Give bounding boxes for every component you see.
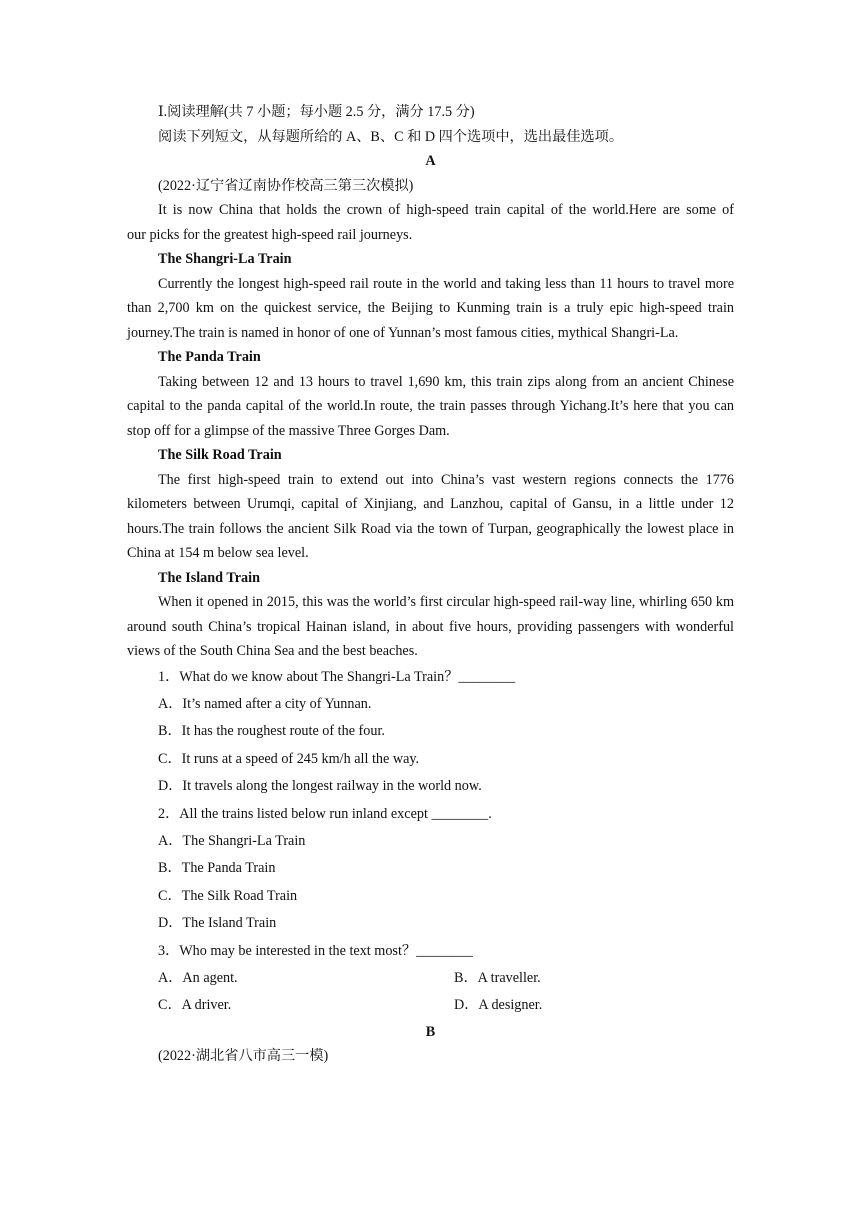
option-d: D．It travels along the longest railway in the world now. — [158, 778, 482, 795]
section-title-island: The Island Train — [158, 569, 260, 586]
option-d: D．A designer. — [454, 997, 543, 1014]
passage-a-intro-line1: It is now China that holds the crown of high-speed train capital of the world.Here are some of — [158, 202, 734, 218]
question-3 — [127, 938, 734, 1020]
option-c: C．A driver. — [158, 997, 232, 1014]
passage-a-source: (2022·辽宁省辽南协作校高三第三次模拟) — [158, 177, 414, 194]
passage-a-label: A — [425, 153, 436, 169]
question-2 — [127, 801, 734, 938]
section-title-silk-road: The Silk Road Train — [158, 447, 282, 463]
option-a: A．The Shangri-La Train — [158, 832, 306, 849]
section-header: Ⅰ.阅读理解(共 7 小题；每小题 2.5 分，满分 17.5 分) — [158, 104, 475, 120]
option-c: C．It runs at a speed of 245 km/h all the way. — [158, 750, 420, 767]
section-text-silk-road: The first high-speed train to extend out into China’s vast western regions connects the 1776 kilometers between Urumqi, capital of Xinjiang, and Lanzhou, capital of Gansu, in a little under 12 hours.The train follows the ancient Silk Road via the town of Turpan, geographically the lowest place in China at 154 m below sea level. — [127, 471, 734, 561]
question-1 — [127, 664, 734, 801]
option-b: B．It has the roughest route of the four. — [158, 723, 385, 740]
option-a: A．It’s named after a city of Yunnan. — [158, 695, 372, 712]
exam-page — [127, 100, 734, 1069]
section-text-island: When it opened in 2015, this was the world’s first circular high-speed rail-way line, whirling 650 km around south China’s tropical Hainan island, in about five hours, providing passengers with wonderful views of the South China Sea and the best beaches. — [127, 594, 734, 659]
options-row — [127, 965, 734, 992]
question-stem: 3．Who may be interested in the text most？________ — [158, 942, 473, 959]
section-title-panda: The Panda Train — [158, 349, 261, 365]
option-a: A．An agent. — [158, 969, 238, 986]
instructions: 阅读下列短文，从每题所给的 A、B、C 和 D 四个选项中，选出最佳选项。 — [158, 128, 624, 145]
passage-b-source: (2022·湖北省八市高三一模) — [158, 1048, 329, 1065]
question-stem: 2．All the trains listed below run inland except ________. — [158, 805, 492, 822]
passage-a-intro-line2: our picks for the greatest high-speed rail journeys. — [127, 226, 413, 243]
option-c: C．The Silk Road Train — [158, 887, 298, 904]
option-b: B．The Panda Train — [158, 860, 276, 877]
section-text-panda: Taking between 12 and 13 hours to travel 1,690 km, this train zips along from an ancient Chinese capital to the panda capital of the world.In route, the train passes through Yichang.It’s here that you can stop off for a glimpse of the massive Three Gorges Dam. — [127, 373, 734, 439]
section-title-shangri-la: The Shangri-La Train — [158, 251, 292, 267]
question-stem: 1．What do we know about The Shangri-La Train？________ — [158, 668, 516, 685]
options-row — [127, 992, 734, 1019]
option-b: B．A traveller. — [454, 969, 541, 986]
section-text-shangri-la: Currently the longest high-speed rail route in the world and taking less than 11 hours to travel more than 2,700 km on the quickest service, the Beijing to Kunming train is a truly epic high-speed train journey.The train is named in honor of one of Yunnan’s most famous cities, mythical Shangri-La. — [127, 275, 734, 341]
option-d: D．The Island Train — [158, 915, 277, 932]
passage-b-label: B — [425, 1023, 436, 1040]
